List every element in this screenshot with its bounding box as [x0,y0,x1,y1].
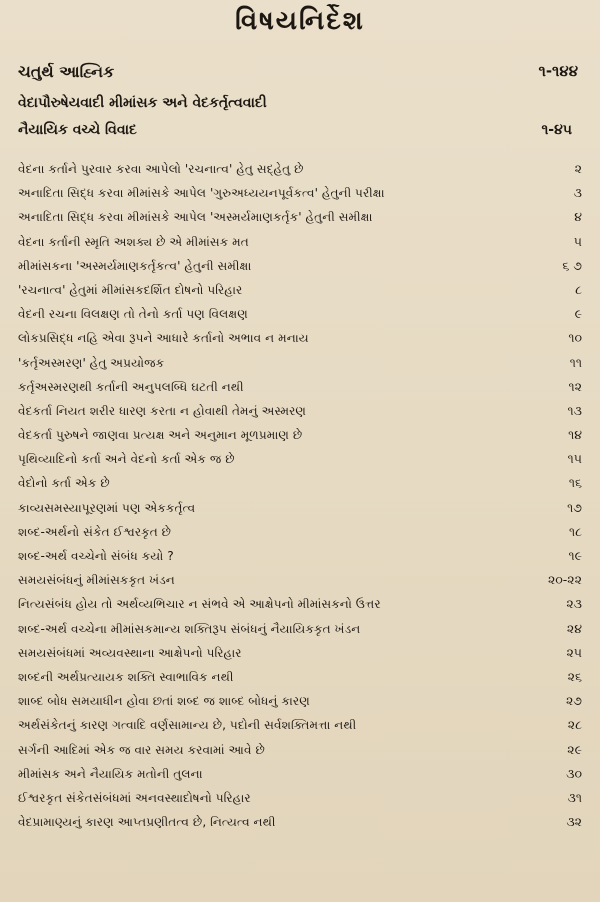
toc-entry-page: ૨૪ [566,620,582,636]
toc-entry-text: નિત્યસંબંધ હોય તો અર્થવ્યભિચાર ન સંભવે એ આક્ષેપનો મીમાંસકનો ઉત્તર [18,597,381,612]
toc-entry [18,520,586,544]
chapter-heading [18,62,578,88]
toc-entry-text: 'રચનાત્વ' હેતુમાં મીમાંસકદર્શિત દોષનો પરિહાર [18,282,243,297]
page-title: વિષયનિર્દેશ [235,6,365,36]
toc-entry [18,544,586,568]
toc-entry-page: ૩૧ [567,789,582,805]
toc-entry [18,375,586,399]
toc-entry-text: વેદકર્તા નિયત શરીર ધારણ કરતા ન હોવાથી તેમનું અસ્મરણ [18,403,307,418]
section-pages: ૧-૪૫ [541,122,572,138]
toc-entry-page: ૮ [575,281,582,297]
toc-entry-page: ૨૬ [567,668,582,684]
toc-entry [18,157,586,181]
toc-entry-text: ઈશ્વરકૃત સંકેતસંબંધમાં અનવસ્થાદોષનો પરિહાર [18,790,251,805]
toc-entry-page: ૨૫ [566,644,582,660]
toc-entry [18,810,586,834]
toc-entry-page: ૧૧ [569,354,582,370]
toc-entry-text: વેદના કર્તાની સ્મૃતિ અશક્ય છે એ મીમાંસક મત [18,234,249,249]
toc-entry-text: અર્થસંકેતનું કારણ ગત્વાદિ વર્ણસામાન્ય છે, પદોની સર્વશક્તિમત્તા નથી [18,718,357,733]
toc-entry [18,568,586,592]
toc-entry-page: ૩૨ [566,814,582,830]
toc-entry-text: વેદોનો કર્તા એક છે [18,476,110,491]
toc-entry-text: વેદના કર્તાને પુરવાર કરવા આપેલો 'રચનાત્વ' હેતુ સદ્હેતુ છે [18,162,304,176]
toc-entry-text: વેદપ્રામાણ્યનું કારણ આપ્તપ્રણીતત્વ છે, નિત્યત્વ નથી [18,815,276,830]
toc-entry-text: અનાદિતા સિદ્ધ કરવા મીમાંસકે આપેલ 'ગુરુઅધ્યયનપૂર્વકત્વ' હેતુની પરીક્ષા [18,186,385,201]
section-heading-text: નૈયાયિક વચ્ચે વિવાદ [18,122,137,138]
toc-entry-text: શબ્દની અર્થપ્રત્યાયક શક્તિ સ્વાભાવિક નથી [18,669,234,684]
toc-entry [18,496,586,520]
toc-entry-text: લોકપ્રસિદ્ધ નહિ એવા રૂપને આધારે કર્તાનો અભાવ ન મનાય [18,331,309,346]
toc-entry-page: ૨ [574,161,582,176]
toc-entry-text: વેદની રચના વિલક્ષણ તો તેનો કર્તા પણ વિલક્ષણ [18,307,248,322]
toc-entry-text: પૃથિવ્યાદિનો કર્તા અને વેદનો કર્તા એક જ છે [18,452,235,467]
toc-entry-page: ૩ [573,185,582,201]
toc-entry [18,181,586,205]
section-heading-line1: વેદાપૌરુષેયવાદી મીમાંસક અને વેદકર્તૃત્વવાદી [18,95,267,111]
chapter-name: ચતુર્થ આહ્નિક [18,62,115,81]
toc-entry-page: ૧૭ [567,499,582,515]
toc-entry [18,351,586,375]
toc-entry-page: ૨૭ [565,693,582,709]
toc-entry-page: ૧૨ [568,378,582,394]
toc-list [18,157,586,834]
toc-entry-page: ૨૦-૨૨ [547,572,582,588]
toc-entry [18,205,586,229]
toc-entry-text: મીમાંસક અને નૈયાયિક મતોની તુલના [18,766,203,781]
toc-entry-page: ૧૬ [568,475,582,491]
toc-entry-text: શબ્દ-અર્થનો સંકેત ઈશ્વરકૃત છે [18,524,172,539]
toc-entry-page: ૪ [574,209,582,225]
toc-entry-page: ૯ [574,306,582,322]
toc-entry-text: કર્તૃઅસ્મરણથી કર્તાની અનુપલબ્ધિ ઘટતી નથી [18,379,244,394]
toc-entry-text: સમયસંબંધમાં અવ્યવસ્થાના આક્ષેપનો પરિહાર [18,645,242,660]
toc-entry [18,738,586,762]
toc-entry-text: શબ્દ-અર્થ વચ્ચેનો સંબંધ કયો ? [18,549,174,563]
toc-entry [18,399,586,423]
toc-entry-text: શાબ્દ બોધ સમયાધીન હોવા છતાં શબ્દ જ શાબ્દ બોધનું કારણ [18,694,310,709]
toc-entry [18,617,586,641]
section-heading-line2 [18,122,578,138]
toc-entry-page: ૧૪ [568,427,582,443]
toc-entry-text: અનાદિતા સિદ્ધ કરવા મીમાંસકે આપેલ 'અસ્મર્યમાણકર્તૃક' હેતુની સમીક્ષા [18,210,373,225]
toc-entry-text: સર્ગની આદિમાં એક જ વાર સમય કરવામાં આવે છે [18,742,265,757]
toc-entry [18,471,586,495]
toc-entry-page: ૧૫ [567,451,582,467]
toc-entry-page: ૫ [573,233,582,249]
toc-entry [18,326,586,350]
toc-entry-text: મીમાંસકના 'અસ્મર્યમાણકર્તૃકત્વ' હેતુની સમીક્ષા [18,258,252,273]
toc-entry-page: ૨૯ [567,741,582,757]
toc-entry [18,302,586,326]
toc-entry-page: ૧૯ [568,548,582,563]
toc-entry-text: સમયસંબંધનું મીમાંસકકૃત ખંડન [18,573,175,588]
toc-entry-page: ૩૦ [566,765,582,781]
toc-entry [18,423,586,447]
toc-entry-text: કાવ્યસમસ્યાપૂરણમાં પણ એકકર્તૃત્વ [18,500,196,515]
toc-entry-text: વેદકર્તા પુરુષને જાણવા પ્રત્યક્ષ અને અનુમાન મૂળપ્રમાણ છે [18,428,303,443]
toc-entry [18,762,586,786]
toc-entry-text: શબ્દ-અર્થ વચ્ચેના મીમાંસકમાન્ય શક્તિરૂપ સંબંધનું નૈયાયિકકૃત ખંડન [18,621,361,636]
chapter-pages: ૧-૧૪૪ [538,62,578,80]
toc-entry [18,786,586,810]
toc-entry-page: ૨૮ [567,717,582,733]
toc-entry [18,665,586,689]
toc-entry-text: 'કર્તૃઅસ્મરણ' હેતુ અપ્રયોજક [18,355,165,370]
toc-entry [18,447,586,471]
toc-entry-page: ૧૮ [568,523,582,539]
toc-entry-page: ૬ ૭ [562,257,582,273]
toc-entry [18,254,586,278]
toc-entry [18,713,586,737]
toc-entry [18,641,586,665]
toc-entry [18,278,586,302]
toc-entry [18,592,586,616]
toc-entry-page: ૧૦ [568,330,582,346]
toc-entry-page: ૨૩ [566,596,582,612]
toc-entry [18,689,586,713]
toc-entry [18,230,586,254]
toc-entry-page: ૧૩ [567,402,582,418]
